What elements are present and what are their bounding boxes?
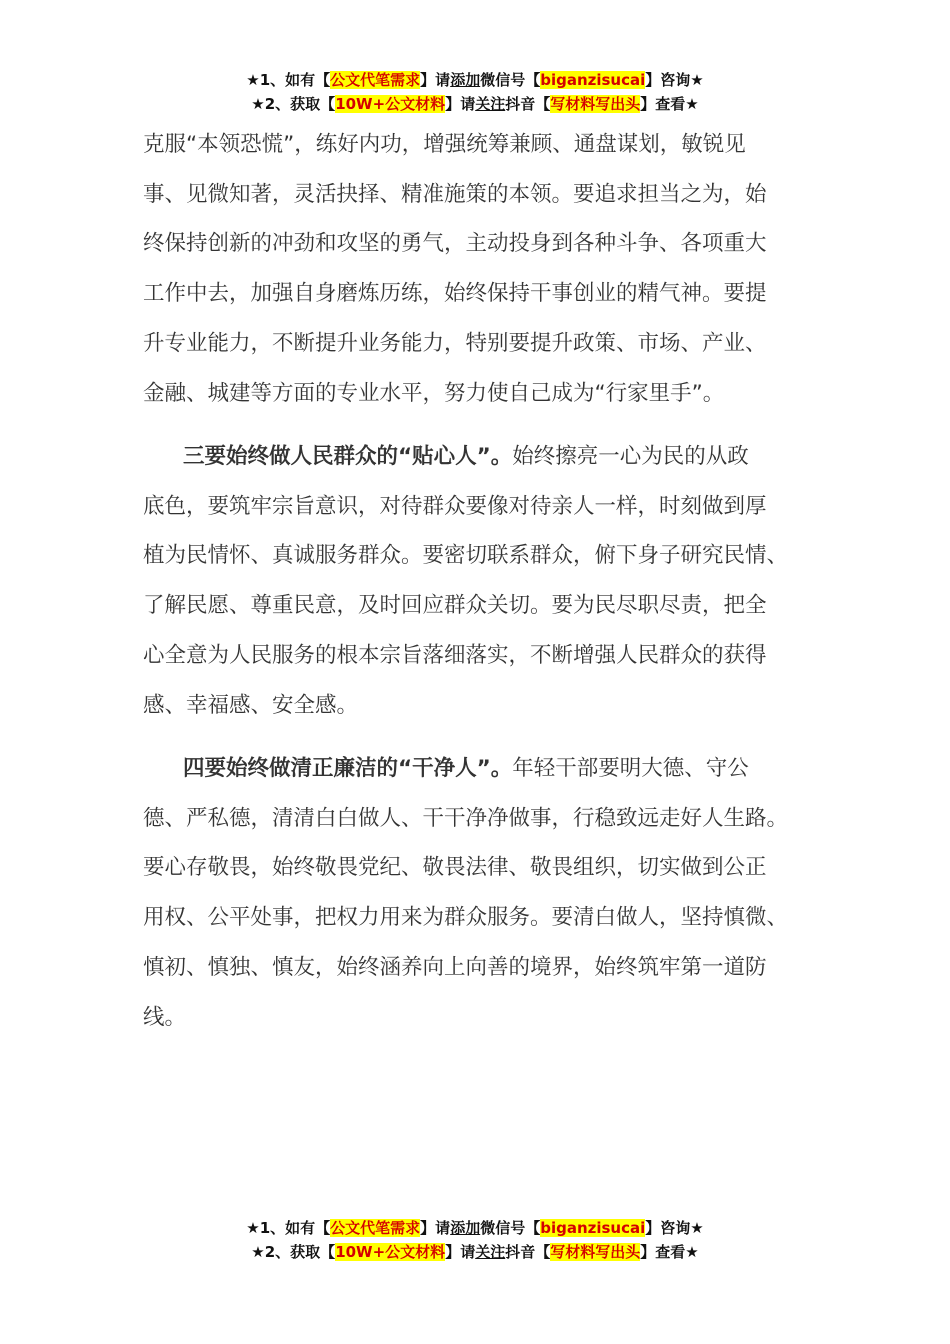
paragraph-heading: 三要始终做人民群众的“贴心人”。 xyxy=(183,444,513,469)
text-line: 用权、公平处事，把权力用来为群众服务。要清白做人，坚持慎微、 xyxy=(143,905,789,931)
banner-text: 抖音【 xyxy=(505,1243,551,1261)
banner-text: 抖音【 xyxy=(505,95,551,113)
text-line: 终保持创新的冲劲和攻坚的勇气，主动投身到各种斗争、各项重大 xyxy=(143,231,767,257)
banner-text: 微信号【 xyxy=(480,1219,541,1237)
text-line xyxy=(143,432,823,482)
text-line: 植为民情怀、真诚服务群众。要密切联系群众，俯下身子研究民情、 xyxy=(143,543,789,569)
text-run: 年轻干部要明大德、守公 xyxy=(512,756,749,781)
text-line: 线。 xyxy=(143,1004,187,1030)
text-line: 克服“本领恐慌”，练好内功，增强统筹兼顾、通盘谋划，敏锐见 xyxy=(143,132,746,157)
banner-highlight: 10W+公文材料 xyxy=(335,95,446,113)
banner-text: ★1、如有【 xyxy=(246,71,331,89)
banner-text: 】请 xyxy=(445,95,476,113)
banner-text: 】咨询★ xyxy=(645,71,704,89)
banner-text: 】请 xyxy=(445,1243,476,1261)
text-line: 升专业能力，不断提升业务能力，特别要提升政策、市场、产业、 xyxy=(143,330,767,356)
banner-line-2 xyxy=(0,1240,950,1264)
text-run: 始终擦亮一心为民的从政 xyxy=(512,444,749,469)
text-line: 慎初、慎独、慎友，始终涵养向上向善的境界，始终筑牢第一道防 xyxy=(143,954,767,980)
paragraph-1 xyxy=(143,120,823,418)
paragraph-2 xyxy=(143,432,823,730)
paragraph-3 xyxy=(143,744,823,1042)
banner-text: 】咨询★ xyxy=(645,1219,704,1237)
text-line: 要心存敬畏，始终敬畏党纪、敬畏法律、敬畏组织，切实做到公正 xyxy=(143,855,767,881)
banner-douyin-id: 写材料写出头 xyxy=(550,95,641,113)
banner-line-1 xyxy=(0,68,950,92)
banner-text: 】请 xyxy=(420,1219,451,1237)
text-line: 工作中去，加强自身磨炼历练，始终保持干事创业的精气神。要提 xyxy=(143,281,767,307)
banner-text: 】查看★ xyxy=(640,95,699,113)
text-line: 心全意为人民服务的根本宗旨落细落实，不断增强人民群众的获得 xyxy=(143,642,767,668)
banner-text: ★2、获取【 xyxy=(251,1243,336,1261)
banner-underlined: 关注 xyxy=(475,1243,506,1261)
banner-underlined: 添加 xyxy=(450,71,481,89)
text-line: 了解民愿、尊重民意，及时回应群众关切。要为民尽职尽责，把全 xyxy=(143,593,767,619)
text-line xyxy=(143,744,823,794)
text-line: 感、幸福感、安全感。 xyxy=(143,692,359,718)
banner-underlined: 关注 xyxy=(475,95,506,113)
text-line: 事、见微知著，灵活抉择、精准施策的本领。要追求担当之为，始 xyxy=(143,181,767,207)
banner-text: ★2、获取【 xyxy=(251,95,336,113)
text-line: 底色，要筑牢宗旨意识，对待群众要像对待亲人一样，时刻做到厚 xyxy=(143,493,767,519)
banner-text: 】查看★ xyxy=(640,1243,699,1261)
header-banner xyxy=(0,68,950,116)
banner-text: 微信号【 xyxy=(480,71,541,89)
banner-wechat-id: biganzisucai xyxy=(540,1219,646,1237)
banner-text: ★1、如有【 xyxy=(246,1219,331,1237)
text-line: 金融、城建等方面的专业水平，努力使自己成为“行家里手”。 xyxy=(143,380,725,406)
text-line: 德、严私德，清清白白做人、干干净净做事，行稳致远走好人生路。 xyxy=(143,805,789,831)
banner-text: 】请 xyxy=(420,71,451,89)
banner-line-1 xyxy=(0,1216,950,1240)
banner-line-2 xyxy=(0,92,950,116)
banner-wechat-id: biganzisucai xyxy=(540,71,646,89)
banner-highlight: 10W+公文材料 xyxy=(335,1243,446,1261)
banner-douyin-id: 写材料写出头 xyxy=(550,1243,641,1261)
banner-underlined: 添加 xyxy=(450,1219,481,1237)
banner-highlight: 公文代笔需求 xyxy=(330,1219,421,1237)
paragraph-heading: 四要始终做清正廉洁的“干净人”。 xyxy=(183,756,513,781)
banner-highlight: 公文代笔需求 xyxy=(330,71,421,89)
footer-banner xyxy=(0,1216,950,1264)
